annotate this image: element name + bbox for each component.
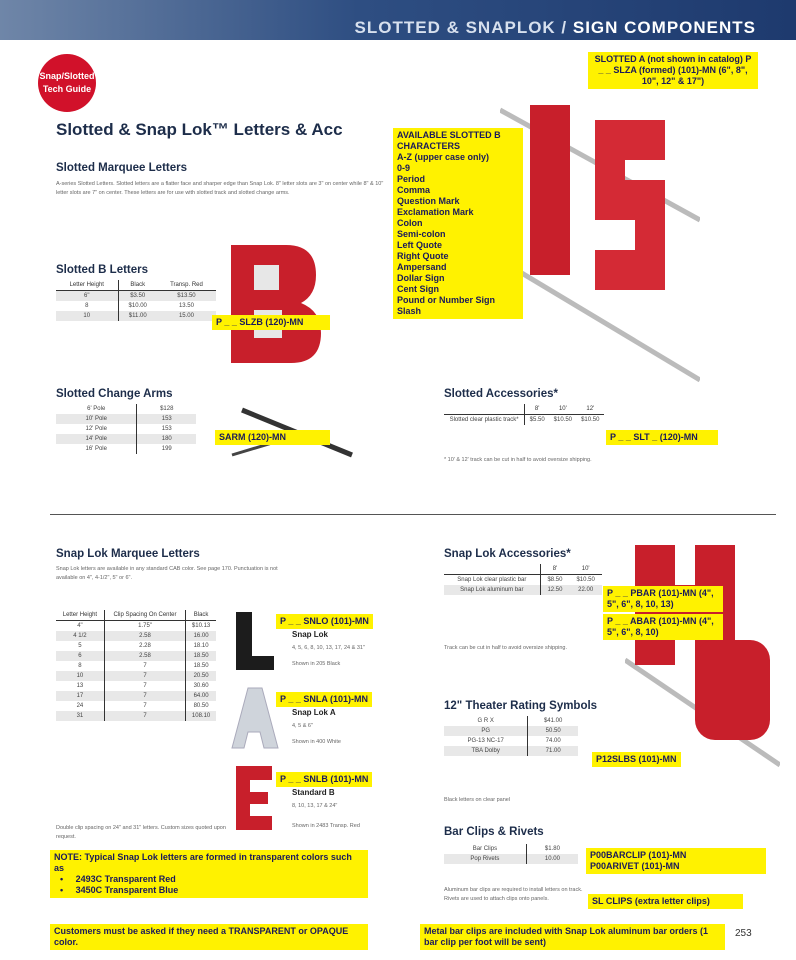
table-row: 6 2.58 18.50: [56, 651, 216, 661]
snap-lok-a-shown: Shown in 400 White: [292, 739, 341, 745]
character-item: Dollar Sign: [397, 273, 445, 283]
callout-slzb: P _ _ SLZB (120)-MN: [212, 315, 330, 330]
character-item: A-Z (upper case only): [397, 152, 490, 162]
snap-marquee-body: Snap Lok letters are available in any standard CAB color. See page 170. Punctuation is not available on 4", 4-1/2", 5" or 6".: [56, 566, 278, 581]
character-item: Pound or Number Sign: [397, 295, 495, 305]
tech-guide-badge[interactable]: Snap/Slotted Tech Guide: [38, 54, 96, 112]
callout-snlo: P _ _ SNLO (101)-MN: [276, 614, 373, 629]
character-item: Exclamation Mark: [397, 207, 474, 217]
theater-symbols-note: Black letters on clear panel: [444, 797, 511, 803]
slotted-accessories-heading: Slotted Accessories*: [444, 388, 558, 400]
slotted-marquee-body: A-series Slotted Letters. Slotted letters are a flatter face and sharper edge than Snap Lok. 8" letter slots are 3" on center while 8" & 10" letter slots are 7" on center. These letters are for use with slotted track and slotted change arms.: [56, 181, 384, 196]
slotted-marquee-heading: Slotted Marquee Letters: [56, 162, 187, 174]
table-row: 16' Pole 199: [56, 444, 196, 454]
theater-symbols-table: [444, 716, 578, 756]
table-row: 13 7 30.60: [56, 681, 216, 691]
snap-lok-sizes: 4, 5, 6, 8, 10, 13, 17, 24 & 31": [292, 645, 365, 651]
table-row: 5 2.28 18.10: [56, 641, 216, 651]
character-item: Left Quote: [397, 240, 442, 250]
section-divider: [50, 514, 776, 515]
table-row: Bar Clips $1.80: [444, 844, 578, 854]
table-row: 6' Pole $128: [56, 404, 196, 414]
callout-slt: P _ _ SLT _ (120)-MN: [606, 430, 718, 445]
bar-clips-heading: Bar Clips & Rivets: [444, 826, 544, 838]
change-arms-heading: Slotted Change Arms: [56, 388, 173, 400]
callout-snla: P _ _ SNLA (101)-MN: [276, 692, 372, 707]
table-row: PG 50.50: [444, 726, 578, 736]
table-row: TBA Dolby 71.00: [444, 746, 578, 756]
snap-accessories-note: Track can be cut in half to avoid oversize shipping.: [444, 645, 568, 651]
snap-marquee-note: Double clip spacing on 24" and 31" letters. Custom sizes quoted upon request.: [56, 825, 226, 840]
slotted-letters-image: [500, 100, 700, 390]
character-item: Period: [397, 174, 426, 184]
letter-b-image: [226, 240, 321, 365]
callout-sl-clips: SL CLIPS (extra letter clips): [588, 894, 743, 909]
snap-marquee-heading: Snap Lok Marquee Letters: [56, 548, 200, 560]
callout-pbar: P _ _ PBAR (101)-MN (4", 5", 6", 8, 10, 13): [603, 586, 723, 612]
character-item: Right Quote: [397, 251, 449, 261]
character-item: Semi-colon: [397, 229, 446, 239]
bar-clips-note: Aluminum bar clips are required to install letters on track. Rivets are used to attach clips onto panels.: [444, 887, 583, 902]
table-row: 6" $3.50 $13.50: [56, 291, 216, 302]
col-black: Black: [118, 280, 157, 291]
snap-lok-a-sizes: 4, 5 & 6": [292, 723, 313, 729]
snap-marquee-table: Letter Height Clip Spacing On Center Black 4" 1.75" $10.13 4 1/2 2.58 16.00 5 2.28 18.10 6 2.58 18.50 8 7 18.50 10 7 20.50 13 7 30.60 17 7 64.00 24 7 80.50 31 7 108.10: [56, 610, 216, 721]
change-arms-table: [56, 404, 196, 454]
character-item: Comma: [397, 185, 431, 195]
table-row: 4 1/2 2.58 16.00: [56, 631, 216, 641]
table-row: Slotted clear plastic track* $5.50 $10.50 $10.50: [444, 415, 604, 426]
callout-barclip: P00BARCLIP (101)-MN P00ARIVET (101)-MN: [586, 848, 766, 874]
callout-abar: P _ _ ABAR (101)-MN (4", 5", 6", 8, 10): [603, 614, 723, 640]
table-row: Pop Rivets 10.00: [444, 854, 578, 864]
callout-sarm: SARM (120)-MN: [215, 430, 330, 445]
table-row: 10 7 20.50: [56, 671, 216, 681]
callout-p12slbs: P12SLBS (101)-MN: [592, 752, 681, 767]
slotted-b-characters-heading: AVAILABLE SLOTTED B CHARACTERS: [397, 130, 501, 151]
character-item: Slash: [397, 306, 422, 316]
table-row: 10 $11.00 15.00: [56, 311, 216, 321]
table-row: Snap Lok aluminum bar 12.50 22.00: [444, 585, 602, 595]
slotted-b-table: [56, 280, 216, 321]
slotted-b-character-list: [397, 152, 519, 317]
transparent-opaque-note: Customers must be asked if they need a TRANSPARENT or OPAQUE color.: [50, 924, 368, 950]
col-letter-height: Letter Height: [56, 280, 118, 291]
page-title: Slotted & Snap Lok™ Letters & Acc: [56, 120, 343, 139]
slotted-b-characters-box: [393, 128, 523, 319]
table-row: 8 $10.00 13.50: [56, 301, 216, 311]
table-row: G R X $41.00: [444, 716, 578, 726]
slotted-accessories-table: 8' 10' 12' Slotted clear plastic track* $5.50 $10.50 $10.50: [444, 404, 604, 425]
slotted-accessories-note: * 10' & 12' track can be cut in half to avoid oversize shipping.: [444, 457, 592, 463]
standard-b-shown: Shown in 2483 Transp. Red: [292, 823, 360, 829]
character-item: 0-9: [397, 163, 411, 173]
snap-lok-name: Snap Lok: [292, 630, 329, 639]
letter-a-image: [230, 686, 280, 752]
col-transp-red: Transp. Red: [157, 280, 216, 291]
character-item: Cent Sign: [397, 284, 439, 294]
table-row: 31 7 108.10: [56, 711, 216, 721]
letter-l-image: [232, 610, 278, 672]
table-row: 24 7 80.50: [56, 701, 216, 711]
callout-snlb: P _ _ SNLB (101)-MN: [276, 772, 372, 787]
standard-b-name: Standard B: [292, 788, 335, 797]
table-row: Snap Lok clear plastic bar $8.50 $10.50: [444, 575, 602, 586]
table-row: 12' Pole 153: [56, 424, 196, 434]
letter-s-shape: [595, 120, 665, 290]
snap-lok-shown: Shown in 205 Black: [292, 661, 341, 667]
slotted-b-heading: Slotted B Letters: [56, 264, 149, 276]
header-title: SLOTTED & SNAPLOK / SIGN COMPONENTS: [354, 18, 756, 37]
table-row: 8 7 18.50: [56, 661, 216, 671]
standard-b-sizes: 8, 10, 13, 17 & 24": [292, 803, 338, 809]
table-row: PG-13 NC-17 74.00: [444, 736, 578, 746]
character-item: Colon: [397, 218, 423, 228]
table-row: 4" 1.75" $10.13: [56, 621, 216, 632]
transparent-color-note: NOTE: Typical Snap Lok letters are formed in transparent colors such as • 2493C Transparent Red • 3450C Transparent Blue: [50, 850, 368, 898]
character-item: Question Mark: [397, 196, 460, 206]
table-row: 14' Pole 180: [56, 434, 196, 444]
letter-e-image: [232, 764, 278, 832]
table-row: 17 7 64.00: [56, 691, 216, 701]
bar-clips-table: [444, 844, 578, 864]
snap-accessories-table: 8' 10' Snap Lok clear plastic bar $8.50 $10.50 Snap Lok aluminum bar 12.50 22.00: [444, 564, 602, 595]
bar-clip-footer-note: Metal bar clips are included with Snap Lok aluminum bar orders (1 bar clip per foot will be sent): [420, 924, 725, 950]
callout-slotted-a: SLOTTED A (not shown in catalog) P _ _ SLZA (formed) (101)-MN (6", 8", 10", 12" & 17"): [588, 52, 758, 89]
snap-lok-a-name: Snap Lok A: [292, 708, 336, 717]
character-item: Ampersand: [397, 262, 447, 272]
snap-accessories-heading: Snap Lok Accessories*: [444, 548, 571, 560]
snap-letters-image: [625, 540, 780, 775]
page-number: 253: [735, 928, 752, 939]
table-row: 10' Pole 153: [56, 414, 196, 424]
theater-symbols-heading: 12" Theater Rating Symbols: [444, 700, 598, 712]
letter-l-shape: [530, 105, 570, 275]
